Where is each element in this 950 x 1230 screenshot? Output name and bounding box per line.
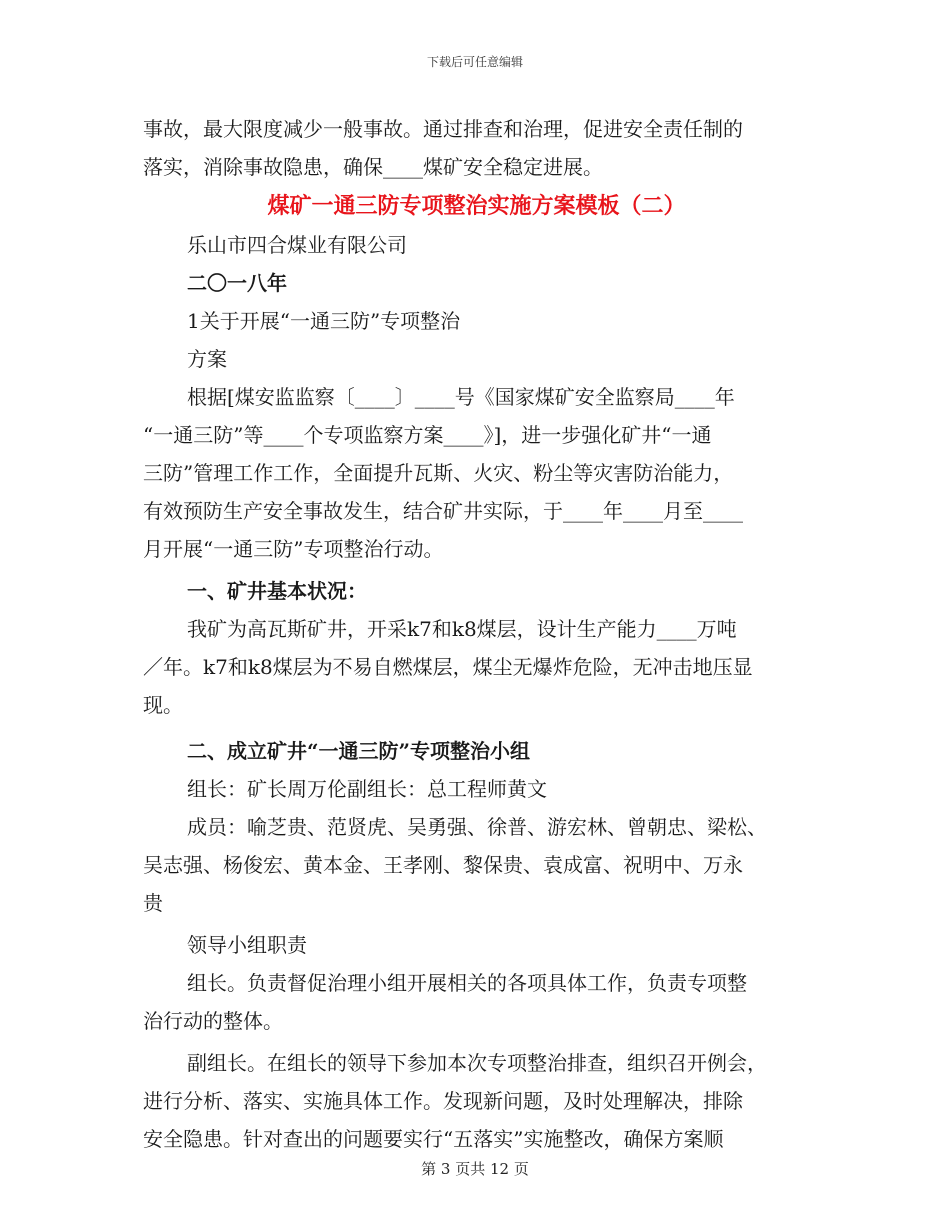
deputy-duty-line-3: 安全隐患。针对查出的问题要实行“五落实”实施整改，确保方案顺 [143, 1127, 724, 1151]
basis-line-3: 三防”管理工作工作，全面提升瓦斯、火灾、粉尘等灾害防治能力， [143, 461, 734, 485]
section-2-heading: 二、成立矿井“一通三防”专项整治小组 [187, 739, 531, 763]
duties-heading: 领导小组职责 [187, 933, 307, 957]
members-line-2: 吴志强、杨俊宏、黄本金、王孝刚、黎保贵、袁成富、祝明中、万永 [143, 853, 743, 877]
header-note: 下载后可任意编辑 [426, 55, 523, 69]
leader-duty-line-2: 治行动的整体。 [143, 1009, 283, 1033]
section-1-heading: 一、矿井基本状况： [187, 579, 367, 603]
notice-title-line-2: 方案 [187, 347, 227, 371]
notice-title-line-1: 1关于开展“一通三防”专项整治 [187, 309, 461, 333]
basis-line-1: 根据[煤安监监察〔____〕____号《国家煤矿安全监察局____年 [187, 385, 735, 409]
document-title: 煤矿一通三防专项整治实施方案模板（二） [267, 193, 686, 219]
leader-duty-line-1: 组长。负责督促治理小组开展相关的各项具体工作，负责专项整 [187, 971, 747, 995]
leader-line: 组长：矿长周万伦副组长：总工程师黄文 [187, 777, 547, 801]
deputy-duty-line-1: 副组长。在组长的领导下参加本次专项整治排查，组织召开例会， [187, 1051, 767, 1075]
document-year: 二〇一八年 [187, 271, 287, 295]
section-1-line-1: 我矿为高瓦斯矿井，开采k7和k8煤层，设计生产能力____万吨 [187, 617, 737, 641]
section-1-line-3: 现。 [143, 693, 183, 717]
basis-line-2: “一通三防”等____个专项监察方案____》]，进一步强化矿井“一通 [143, 423, 712, 447]
members-line-1: 成员：喻芝贵、范贤虎、吴勇强、徐普、游宏林、曾朝忠、梁松、 [187, 815, 767, 839]
members-line-3: 贵 [143, 891, 163, 915]
basis-line-4: 有效预防生产安全事故发生，结合矿井实际，于____年____月至____ [143, 499, 743, 523]
page-number: 第 3 页共 12 页 [421, 1160, 529, 1178]
document-body [143, 110, 810, 1158]
company-name: 乐山市四合煤业有限公司 [187, 233, 407, 257]
body-line-2: 落实，消除事故隐患，确保____煤矿安全稳定进展。 [143, 155, 603, 179]
section-1-line-2: ／年。k7和k8煤层为不易自燃煤层，煤尘无爆炸危险，无冲击地压显 [143, 655, 753, 679]
body-line-1: 事故，最大限度减少一般事故。通过排查和治理，促进安全责任制的 [143, 117, 743, 141]
deputy-duty-line-2: 进行分析、落实、实施具体工作。发现新问题，及时处理解决，排除 [143, 1089, 743, 1113]
basis-line-5: 月开展“一通三防”专项整治行动。 [143, 537, 444, 561]
